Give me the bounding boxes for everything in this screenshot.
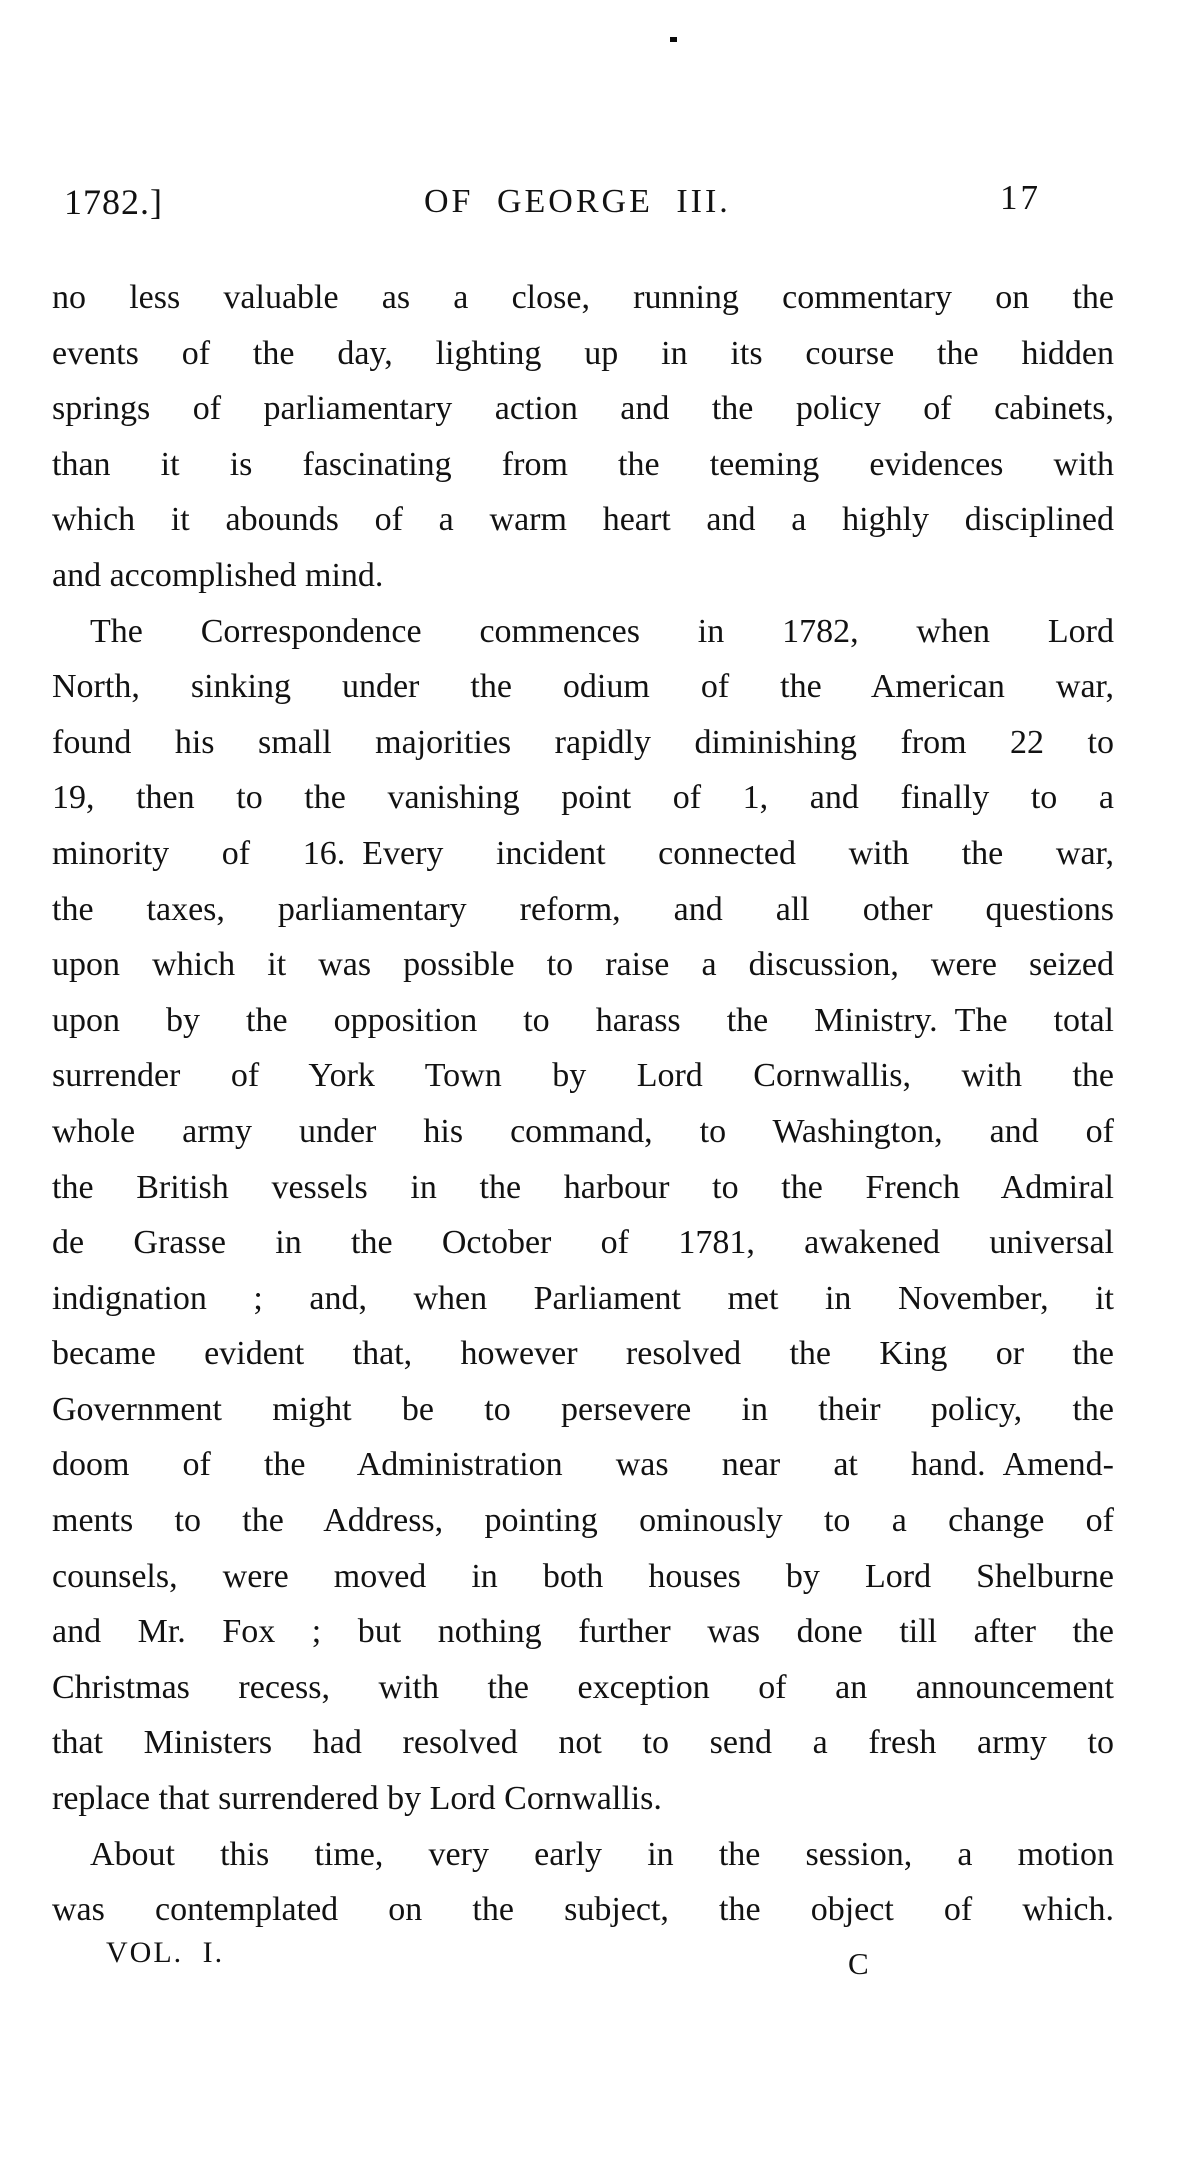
text-line: which it abounds of a warm heart and a highly disciplined (52, 501, 1114, 539)
text-line: replace that surrendered by Lord Cornwallis. (52, 1780, 662, 1818)
text-line: and Mr. Fox ; but nothing further was done till after the (52, 1613, 1114, 1651)
body-text (52, 270, 1114, 1938)
text-line: Christmas recess, with the exception of an announcement (52, 1668, 1114, 1706)
text-line: counsels, were moved in both houses by Lord Shelburne (52, 1557, 1114, 1595)
text-line: no less valuable as a close, running commentary on the (52, 279, 1114, 316)
text-line: upon which it was possible to raise a discussion, were seized (52, 946, 1114, 984)
ink-speck (670, 37, 677, 42)
text-line: springs of parliamentary action and the policy of cabinets, (52, 390, 1114, 428)
text-line: indignation ; and, when Parliament met in November, it (52, 1279, 1114, 1317)
text-line: 19, then to the vanishing point of 1, and finally to a (52, 779, 1114, 817)
text-line: North, sinking under the odium of the American war, (52, 668, 1114, 706)
running-title: OF GEORGE III. (424, 183, 731, 220)
text-line: About this time, very early in the session, a motion (90, 1835, 1114, 1873)
text-line: The Correspondence commences in 1782, when Lord (90, 612, 1114, 650)
text-line: upon by the opposition to harass the Ministry. The total (52, 1001, 1114, 1039)
text-line: ments to the Address, pointing ominously to a change of (52, 1502, 1114, 1540)
text-line: surrender of York Town by Lord Cornwallis, with the (52, 1057, 1114, 1095)
text-line: that Ministers had resolved not to send a fresh army to (52, 1724, 1114, 1762)
text-line: and accomplished mind. (52, 556, 384, 594)
text-line: than it is fascinating from the teeming evidences with (52, 445, 1114, 483)
text-line: de Grasse in the October of 1781, awakened universal (52, 1224, 1114, 1262)
text-line: Government might be to persevere in their policy, the (52, 1390, 1114, 1428)
text-line: events of the day, lighting up in its course the hidden (52, 334, 1114, 372)
text-line: the British vessels in the harbour to the French Admiral (52, 1168, 1114, 1206)
text-line: whole army under his command, to Washington, and of (52, 1112, 1114, 1150)
text-line: minority of 16. Every incident connected with the war, (52, 834, 1114, 872)
text-line: was contemplated on the subject, the object of which. (52, 1891, 1114, 1929)
text-line: the taxes, parliamentary reform, and all other questions (52, 890, 1114, 928)
signature-mark: C (848, 1946, 869, 1981)
text-line: doom of the Administration was near at hand. Amend- (52, 1446, 1114, 1484)
header-year: 1782.] (64, 182, 163, 222)
page-number: 17 (1000, 178, 1041, 217)
text-line: became evident that, however resolved the King or the (52, 1335, 1114, 1373)
volume-label: VOL. I. (106, 1936, 225, 1969)
text-line: found his small majorities rapidly diminishing from 22 to (52, 723, 1114, 761)
